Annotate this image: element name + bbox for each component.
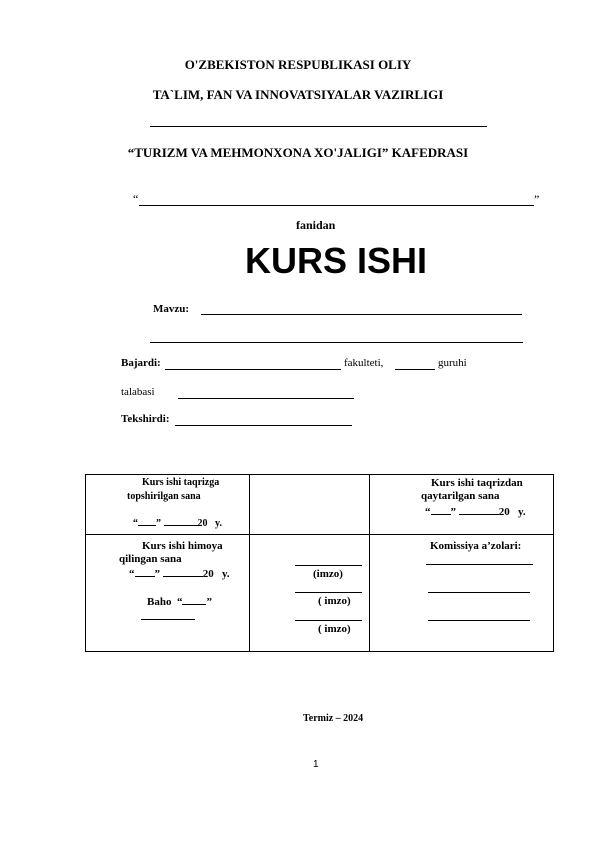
fanidan-label: fanidan [296, 218, 336, 232]
mavzu-blank-1[interactable] [201, 314, 522, 315]
cell-returned-from-review [370, 475, 554, 535]
signature-line-1[interactable] [295, 565, 362, 566]
imzo-2: ( imzo) [318, 595, 351, 607]
commission-line-2[interactable] [428, 592, 530, 593]
header-divider [150, 126, 487, 127]
tekshirdi-blank[interactable] [175, 425, 352, 426]
ministry-line-2: TA`LIM, FAN VA INNOVATSIYALAR VAZIRLIGI [152, 87, 444, 102]
signature-line-3[interactable] [295, 620, 362, 621]
returned-label-2: qaytarilgan sana [421, 490, 500, 502]
guruh-blank[interactable] [395, 369, 435, 370]
signature-line-2[interactable] [295, 592, 362, 593]
submitted-label-1: Kurs ishi taqrizga [142, 477, 220, 488]
guruhi-label: guruhi [438, 357, 467, 369]
returned-label-1: Kurs ishi taqrizdan [431, 477, 523, 489]
cell-signatures [250, 535, 370, 652]
review-table [85, 474, 554, 652]
fakulteti-label: fakulteti, [344, 357, 384, 369]
returned-date[interactable]: “ ” 20 y. [425, 506, 526, 518]
bajardi-label: Bajardi: [121, 357, 161, 369]
cell-empty-middle [250, 475, 370, 535]
talabasi-blank[interactable] [178, 398, 354, 399]
submitted-date[interactable]: “ ” 20 y. [133, 515, 222, 529]
department-name: “TURIZM VA MEHMONXONA XO'JALIGI” KAFEDRASI [127, 145, 469, 160]
cell-defense-date [86, 535, 250, 652]
defense-label-2: qilingan sana [119, 553, 182, 565]
baho-grade[interactable]: Baho “ ” [147, 596, 212, 608]
tekshirdi-label: Tekshirdi: [121, 413, 170, 425]
city-year: Termiz – 2024 [303, 713, 364, 724]
cell-commission [370, 535, 554, 652]
cell-submitted-for-review [86, 475, 250, 535]
commission-line-1[interactable] [426, 564, 533, 565]
imzo-3: ( imzo) [318, 623, 351, 635]
bajardi-blank[interactable] [165, 369, 341, 370]
document-title: KURS ISHI [244, 240, 428, 281]
commission-line-3[interactable] [428, 620, 530, 621]
mavzu-blank-2[interactable] [150, 342, 523, 343]
subject-open-quote: “ [133, 192, 139, 206]
submitted-label-2: topshirilgan sana [127, 491, 201, 502]
talabasi-label: talabasi [121, 386, 155, 398]
page-number: 1 [313, 759, 319, 770]
defense-date[interactable]: “ ” 20 y. [129, 568, 230, 580]
imzo-1: (imzo) [313, 568, 343, 580]
defense-label-1: Kurs ishi himoya [142, 540, 223, 552]
subject-close-quote: ” [534, 192, 540, 206]
subject-blank[interactable] [139, 205, 534, 206]
mavzu-label: Mavzu: [153, 303, 190, 315]
ministry-line-1: O'ZBEKISTON RESPUBLIKASI OLIY [184, 57, 412, 72]
baho-signature-line[interactable] [141, 619, 195, 620]
commission-label: Komissiya a’zolari: [430, 540, 522, 552]
